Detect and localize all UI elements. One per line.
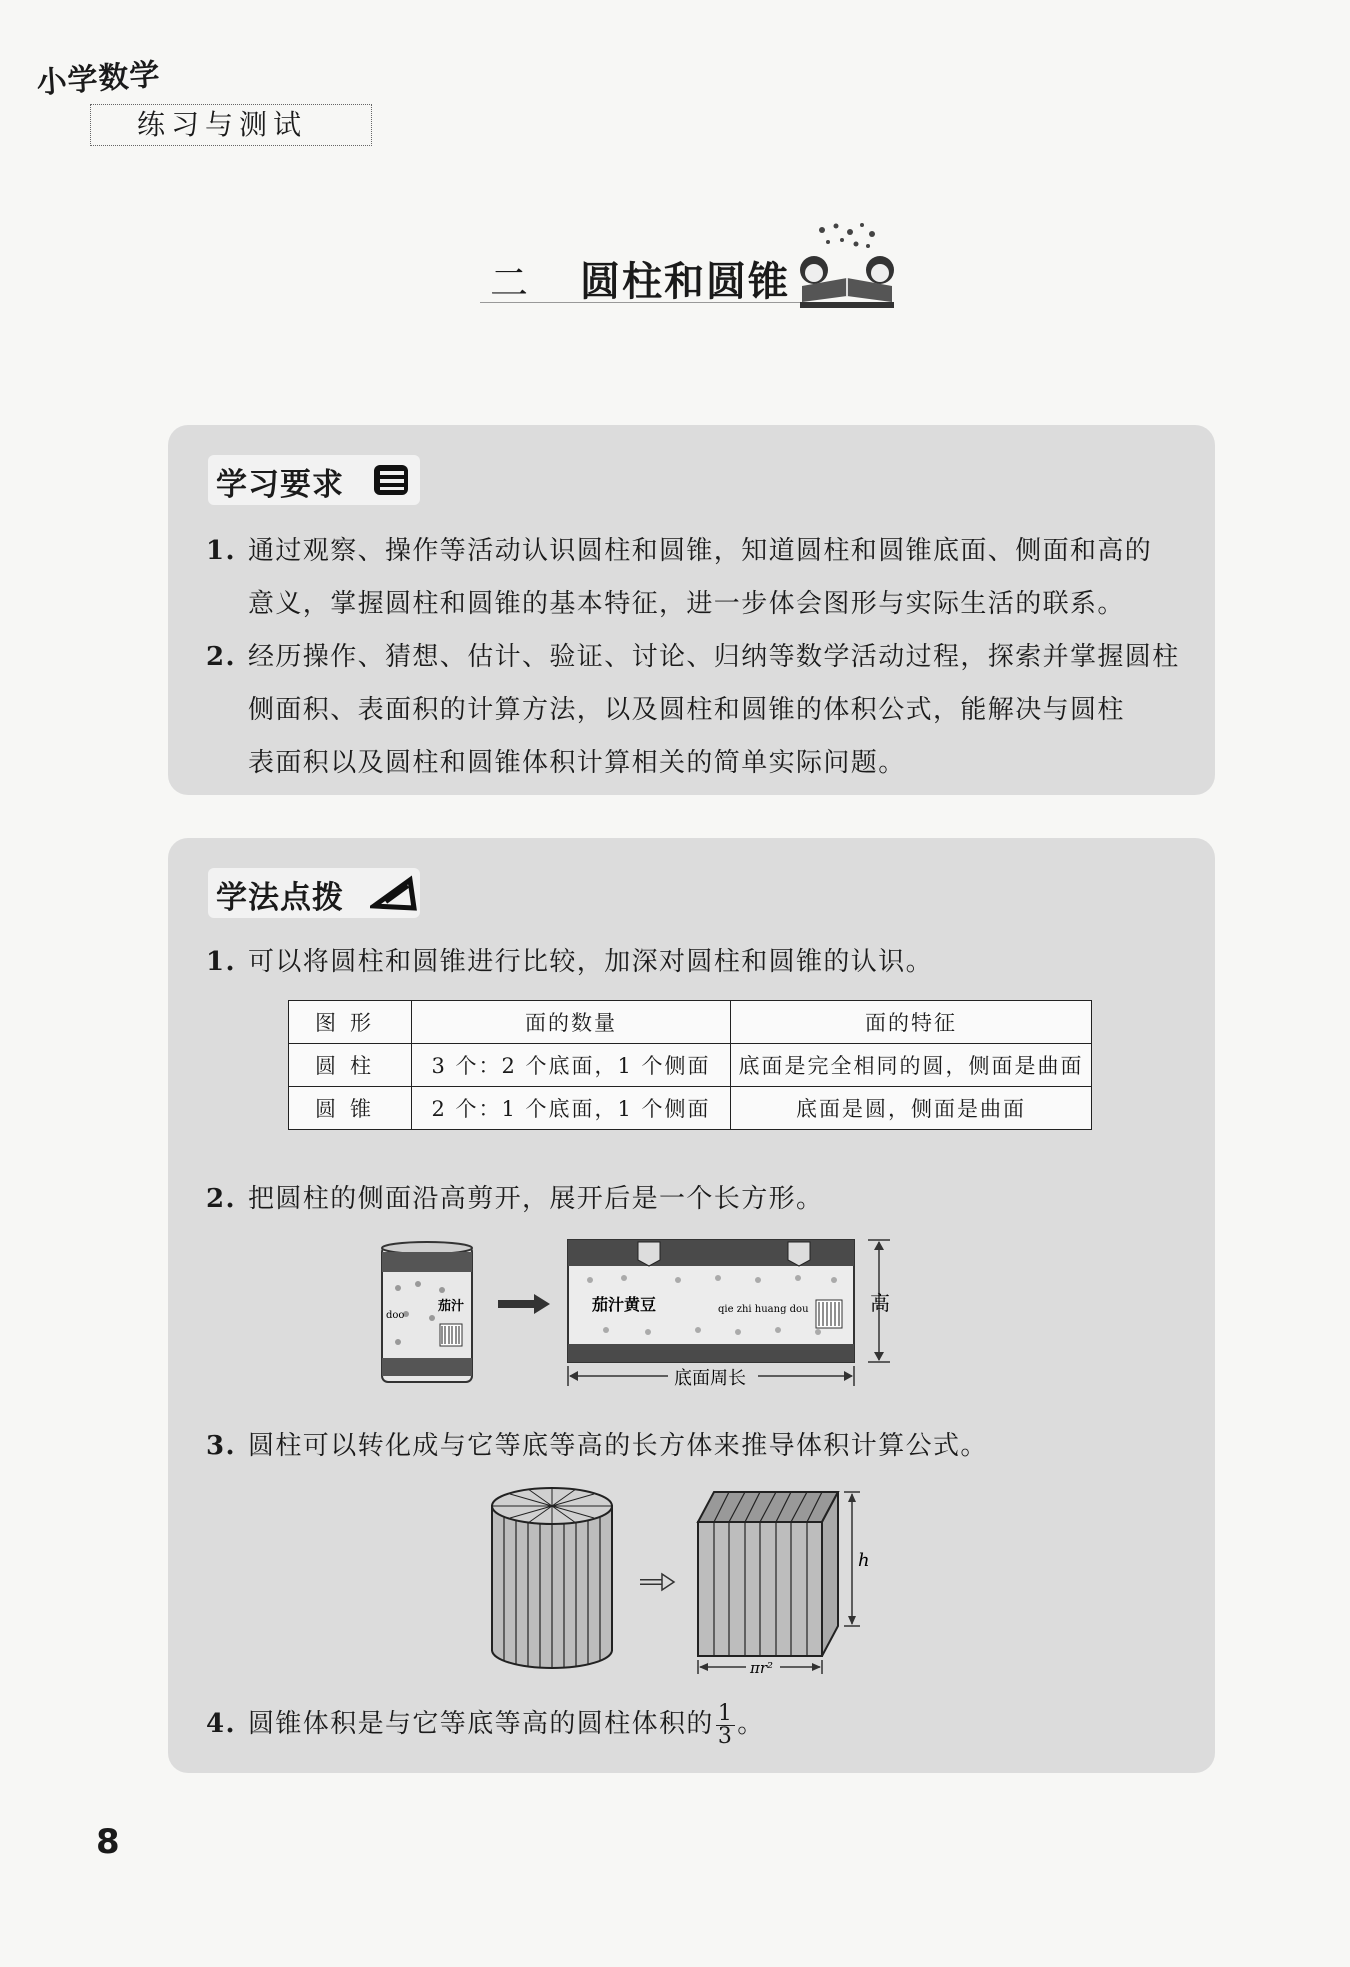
tips-tag (208, 868, 420, 918)
requirements-panel (168, 425, 1215, 795)
base-label: 底面周长 (674, 1368, 746, 1389)
triangle-ruler-icon (370, 872, 418, 914)
table-header-row (289, 1001, 1092, 1044)
series-title: 小学数学 (35, 57, 162, 102)
table-row (289, 1087, 1092, 1130)
table-cell: 圆柱 (289, 1044, 412, 1087)
fraction-numerator: 1 (717, 1700, 734, 1726)
chapter-underline (480, 302, 810, 303)
h-label: h (858, 1550, 870, 1571)
can-side-text: doo (386, 1310, 405, 1321)
book-icon (370, 459, 414, 501)
tip-item (206, 1420, 1196, 1473)
item-text: 把圆柱的侧面沿高剪开，展开后是一个长方形。 (248, 1184, 824, 1214)
height-dimension (868, 1240, 890, 1362)
arrow-head-icon (534, 1294, 550, 1314)
chapter-title: 圆柱和圆锥 (580, 258, 790, 305)
item-text: 圆柱可以转化成与它等底等高的长方体来推导体积计算公式。 (248, 1431, 988, 1461)
table-cell: 2 个：1 个底面，1 个侧面 (412, 1087, 731, 1130)
table-cell: 底面是完全相同的圆，侧面是曲面 (731, 1044, 1092, 1087)
item-number: 2. (206, 642, 236, 672)
table-header-cell: 面的数量 (412, 1001, 731, 1044)
requirements-tag-label: 学习要求 (216, 467, 344, 503)
tips-tag-label: 学法点拨 (216, 880, 344, 916)
item-number: 1. (206, 947, 236, 977)
item-number: 4. (206, 1709, 236, 1739)
height-label: 高 (870, 1291, 890, 1315)
item-text: 意义，掌握圆柱和圆锥的基本特征，进一步体会图形与实际生活的联系。 (248, 589, 1125, 619)
item-text: 圆锥体积是与它等底等高的圆柱体积的 (248, 1709, 714, 1739)
chapter-heading (480, 220, 900, 312)
reading-children-illustration (792, 220, 902, 310)
tip-item (206, 1698, 1196, 1751)
item-text: 可以将圆柱和圆锥进行比较，加深对圆柱和圆锥的认识。 (248, 947, 934, 977)
cuboid (698, 1492, 838, 1656)
transform-arrow-icon (640, 1574, 674, 1590)
can-label: 茄汁黄豆 (592, 1295, 657, 1314)
cylinder-to-cuboid-figure (488, 1478, 908, 1678)
unrolled-rectangle (568, 1240, 854, 1362)
item-text: 通过观察、操作等活动认识圆柱和圆锥，知道圆柱和圆锥底面、侧面和高的 (248, 536, 1153, 566)
item-number: 2. (206, 1184, 236, 1214)
item-text: 经历操作、猜想、估计、验证、讨论、归纳等数学活动过程，探索并掌握圆柱 (248, 642, 1180, 672)
fraction-denominator: 3 (717, 1723, 734, 1749)
item-number: 1. (206, 536, 236, 566)
can-pinyin: qie zhi huang dou (718, 1304, 809, 1315)
page-number: 8 (96, 1822, 120, 1862)
table-header-cell: 面的特征 (731, 1001, 1092, 1044)
series-subtitle: 练习与测试 (90, 104, 372, 146)
base-perimeter-dimension (568, 1366, 854, 1389)
item-end: 。 (737, 1709, 765, 1739)
comparison-table (288, 1000, 1092, 1130)
h-dimension (844, 1492, 870, 1626)
requirement-item (206, 525, 1196, 631)
table-header-cell: 图形 (289, 1001, 412, 1044)
tip-item (206, 936, 1196, 989)
tip-item (206, 1173, 1196, 1226)
can-unroll-figure (378, 1238, 1028, 1398)
tips-panel (168, 838, 1215, 1773)
item-number: 3. (206, 1431, 236, 1461)
item-text: 表面积以及圆柱和圆锥体积计算相关的简单实际问题。 (248, 748, 906, 778)
base-dimension (698, 1659, 822, 1677)
fraction (716, 1700, 735, 1749)
base-formula-label: πr² (750, 1659, 774, 1677)
requirement-item (206, 631, 1196, 790)
table-cell: 底面是圆，侧面是曲面 (731, 1087, 1092, 1130)
can-side-label: 茄汁 (438, 1299, 465, 1314)
series-header (35, 57, 358, 158)
table-row (289, 1044, 1092, 1087)
can-illustration (382, 1242, 472, 1382)
chapter-number: 二 (490, 261, 529, 305)
sliced-cylinder (492, 1488, 612, 1668)
item-text: 侧面积、表面积的计算方法，以及圆柱和圆锥的体积公式，能解决与圆柱 (248, 695, 1125, 725)
table-cell: 圆锥 (289, 1087, 412, 1130)
requirements-tag (208, 455, 420, 505)
table-cell: 3 个：2 个底面，1 个侧面 (412, 1044, 731, 1087)
